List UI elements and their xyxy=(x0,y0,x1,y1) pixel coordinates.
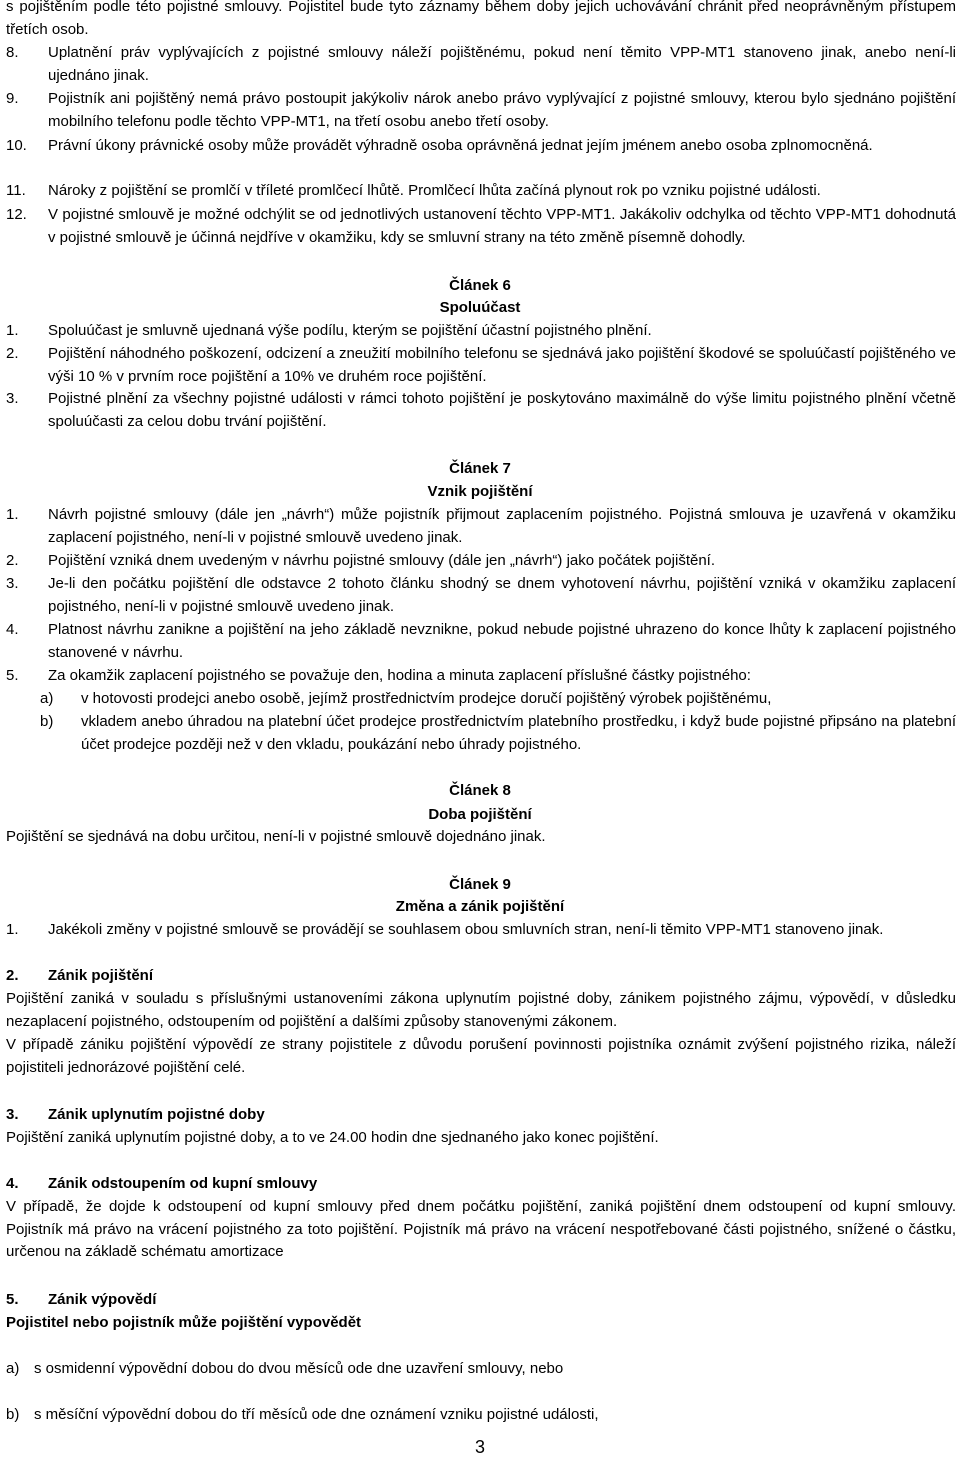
item-text: V pojistné smlouvě je možné odchýlit se od jednotlivých ustanovení těchto VPP-MT1. Jakákoliv odchylka od těchto VPP-MT1 dohodnutá v pojistné smlouvě je účinná nejdříve v okamžiku, kdy se smluvní strany na této změně písemně dohodly. xyxy=(48,206,956,246)
item-text: Pojistník ani pojištěný nemá právo postoupit jakýkoliv nárok anebo právo vyplývající z pojistné smlouvy, kterou bylo sjednáno pojištění mobilního telefonu podle těchto VPP-MT1, na třetí osobu anebo třetí osoby. xyxy=(48,90,956,130)
item-text: Spoluúčast je smluvně ujednaná výše podílu, kterým se pojištění účastní pojistného plnění. xyxy=(48,322,652,339)
item-number: 8. xyxy=(6,44,19,61)
list-item xyxy=(6,550,956,573)
item-text: Návrh pojistné smlouvy (dále jen „návrh“) může pojistník přijmout zaplacením pojistného. Pojistná smlouva je uzavřená v okamžiku zaplacení pojistného, není-li v pojistné smlouvě uvedeno jinak. xyxy=(48,506,956,546)
item-number: 1. xyxy=(6,506,19,523)
item-text: Za okamžik zaplacení pojistného se považuje den, hodina a minuta zaplacení příslušné částky pojistného: xyxy=(48,667,751,684)
section-number: 4. xyxy=(6,1175,19,1192)
item-letter: a) xyxy=(6,1360,20,1377)
item-number: 1. xyxy=(6,921,19,938)
list-item xyxy=(6,504,956,549)
list-item xyxy=(6,180,956,203)
list-item xyxy=(6,343,956,388)
item-number: 12. xyxy=(6,206,27,223)
item-text: v hotovosti prodejci anebo osobě, jejímž prostřednictvím prodejce doručí pojištěný výrobek pojištěnému, xyxy=(81,690,772,707)
item-number: 11. xyxy=(6,182,26,199)
list-item xyxy=(6,135,956,158)
item-text: s osmidenní výpovědní dobou do dvou měsíců ode dne uzavření smlouvy, nebo xyxy=(34,1360,564,1377)
list-item xyxy=(6,1358,956,1381)
item-number: 4. xyxy=(6,621,19,638)
item-text: Pojištění náhodného poškození, odcizení a zneužití mobilního telefonu se sjednává jako pojištění škodové se spoluúčastí pojištěného ve výši 10 % v prvním roce pojištění a 10% ve druhém roce pojištění. xyxy=(48,345,956,385)
paragraph: Pojištění zaniká v souladu s příslušnými ustanoveními zákona uplynutím pojistné doby, zánikem pojistného zájmu, výpovědí, v důsledku nezaplacení pojistného, odstoupením od pojištění a dalšími způsoby stanovenými zákonem. xyxy=(6,990,956,1030)
paragraph: V případě zániku pojištění výpovědí ze strany pojistitele z důvodu porušení povinnosti pojistníka oznámit zvýšení pojistného rizika, náleží pojistiteli jednorázové pojištění celé. xyxy=(6,1036,956,1076)
section-number: 3. xyxy=(6,1106,19,1123)
page-number: 3 xyxy=(474,1437,485,1457)
paragraph-top: s pojištěním podle této pojistné smlouvy. Pojistitel bude tyto záznamy během doby jejich uchovávání chránit před neoprávněným přístupem třetích osob. xyxy=(6,0,956,38)
item-number: 5. xyxy=(6,667,19,684)
item-text: Pojištění vzniká dnem uvedeným v návrhu pojistné smlouvy (dále jen „návrh“) jako počátek pojištění. xyxy=(48,552,716,569)
section-title: Zánik pojištění xyxy=(48,967,154,984)
article-8-subtitle: Doba pojištění xyxy=(428,806,532,823)
article-6-subtitle: Spoluúčast xyxy=(439,299,521,316)
section-title: Zánik výpovědí xyxy=(48,1291,157,1308)
section-title: Zánik uplynutím pojistné doby xyxy=(48,1106,265,1123)
paragraph-bold: Pojistitel nebo pojistník může pojištění vypovědět xyxy=(6,1314,362,1331)
section-heading xyxy=(6,1104,956,1127)
item-number: 10. xyxy=(6,137,27,154)
item-text: Platnost návrhu zanikne a pojištění na jeho základě nevznikne, pokud nebude pojistné uhrazeno do konce lhůty k zaplacení pojistného stanovené v návrhu. xyxy=(48,621,956,661)
item-number: 2. xyxy=(6,345,19,362)
item-number: 9. xyxy=(6,90,19,107)
paragraph: V případě, že dojde k odstoupení od kupní smlouvy před dnem počátku pojištění, zaniká pojištění dnem odstoupení od kupní smlouvy. Pojistník má právo na vrácení pojistného za toto pojištění. Pojistník má právo na vrácení nespotřebované části pojistného, snížené o částku, určenou na základě schématu amortizace xyxy=(6,1198,956,1260)
list-item xyxy=(6,619,956,664)
article-9-subtitle: Změna a zánik pojištění xyxy=(395,898,565,915)
list-item xyxy=(6,204,956,249)
item-text: Pojistné plnění za všechny pojistné události v rámci tohoto pojištění je poskytováno maximálně do výše limitu pojistného plnění včetně spoluúčasti za celou dobu trvání pojištění. xyxy=(48,390,956,430)
list-item xyxy=(6,1404,956,1427)
item-text: Právní úkony právnické osoby může provádět výhradně osoba oprávněná jednat jejím jménem anebo osoba zplnomocněná. xyxy=(48,137,873,154)
section-number: 2. xyxy=(6,967,19,984)
item-number: 1. xyxy=(6,322,19,339)
article-6-title: Článek 6 xyxy=(449,277,511,294)
section-heading xyxy=(6,965,956,988)
list-item xyxy=(6,573,956,618)
item-number: 2. xyxy=(6,552,19,569)
item-letter: a) xyxy=(40,690,54,707)
list-item xyxy=(6,42,956,87)
item-letter: b) xyxy=(6,1406,20,1423)
list-item xyxy=(6,388,956,433)
item-text: s měsíční výpovědní dobou do tří měsíců ode dne oznámení vzniku pojistné události, xyxy=(34,1406,599,1423)
section-title: Zánik odstoupením od kupní smlouvy xyxy=(48,1175,318,1192)
item-letter: b) xyxy=(40,713,54,730)
item-number: 3. xyxy=(6,575,19,592)
item-text: Jakékoli změny v pojistné smlouvě se provádějí se souhlasem obou smluvních stran, není-li těmito VPP-MT1 stanoveno jinak. xyxy=(48,921,884,938)
list-item xyxy=(6,88,956,133)
article-8-title: Článek 8 xyxy=(449,782,511,799)
paragraph: Pojištění zaniká uplynutím pojistné doby, a to ve 24.00 hodin dne sjednaného jako konec pojištění. xyxy=(6,1129,659,1146)
article-9-title: Článek 9 xyxy=(449,876,511,893)
item-text: Uplatnění práv vyplývajících z pojistné smlouvy náleží pojištěnému, pokud není těmito VPP-MT1 stanoveno jinak, anebo není-li ujednáno jinak. xyxy=(48,44,956,84)
article-8-text: Pojištění se sjednává na dobu určitou, není-li v pojistné smlouvě dojednáno jinak. xyxy=(6,828,546,845)
sub-list-item xyxy=(6,688,956,711)
section-heading xyxy=(6,1173,956,1196)
article-7-title: Článek 7 xyxy=(449,460,511,477)
sub-list-item xyxy=(6,711,956,756)
list-item xyxy=(6,320,956,343)
section-number: 5. xyxy=(6,1291,19,1308)
list-item xyxy=(6,665,956,688)
item-text: Nároky z pojištění se promlčí v tříleté promlčecí lhůtě. Promlčecí lhůta začíná plynout rok po vzniku pojistné události. xyxy=(48,182,821,199)
item-number: 3. xyxy=(6,390,19,407)
section-heading xyxy=(6,1289,956,1312)
item-text: Je-li den počátku pojištění dle odstavce 2 tohoto článku shodný se dnem vyhotovení návrhu, pojištění vzniká v okamžiku zaplacení pojistného, není-li v pojistné smlouvě uvedeno jinak. xyxy=(48,575,956,615)
item-text: vkladem anebo úhradou na platební účet prodejce prostřednictvím platebního prostředku, i když bude pojistné připsáno na platební účet prodejce později než v den vkladu, poukázání nebo úhrady pojistného. xyxy=(81,713,956,753)
list-item xyxy=(6,919,956,942)
article-7-subtitle: Vznik pojištění xyxy=(427,483,533,500)
